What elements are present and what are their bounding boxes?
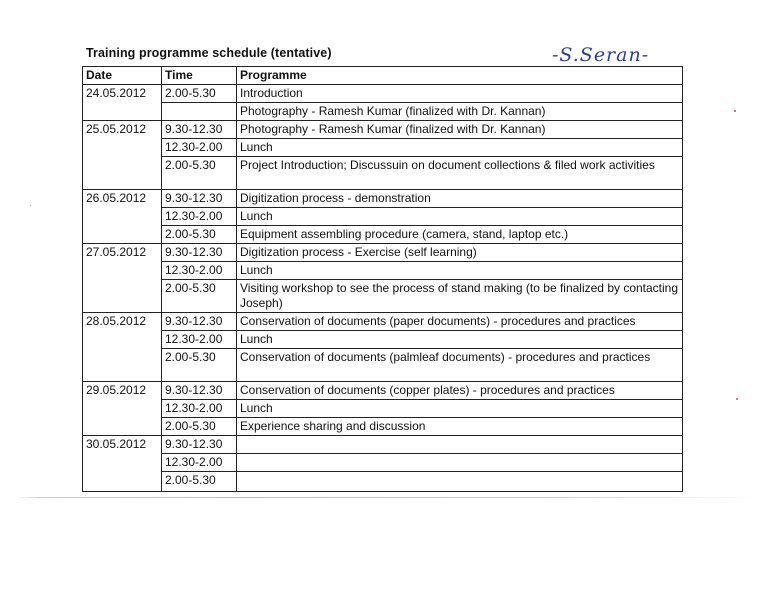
time-cell: 12.30-2.00 [162, 208, 237, 226]
time-header: Time [162, 67, 237, 85]
schedule-row [83, 331, 683, 349]
schedule-row [83, 190, 683, 208]
time-cell [162, 103, 237, 121]
time-cell: 2.00-5.30 [162, 349, 237, 382]
header-row [83, 67, 683, 85]
date-cell: 27.05.2012 [83, 244, 162, 313]
time-cell: 9.30-12.30 [162, 313, 237, 331]
programme-cell: Lunch [237, 208, 683, 226]
programme-cell: Lunch [237, 331, 683, 349]
handwritten-signature: -S.Seran- [552, 44, 650, 66]
schedule-row [83, 280, 683, 313]
scan-speck [736, 398, 738, 400]
time-cell: 12.30-2.00 [162, 139, 237, 157]
programme-cell: Experience sharing and discussion [237, 418, 683, 436]
time-cell: 2.00-5.30 [162, 418, 237, 436]
date-cell: 26.05.2012 [83, 190, 162, 244]
schedule-row [83, 349, 683, 382]
time-cell: 12.30-2.00 [162, 262, 237, 280]
schedule-row [83, 262, 683, 280]
programme-cell: Conservation of documents (paper documents) - procedures and practices [237, 313, 683, 331]
time-cell: 2.00-5.30 [162, 85, 237, 103]
date-cell: 30.05.2012 [83, 436, 162, 492]
date-cell: 28.05.2012 [83, 313, 162, 382]
schedule-row [83, 226, 683, 244]
programme-cell: Lunch [237, 262, 683, 280]
schedule-row [83, 418, 683, 436]
time-cell: 2.00-5.30 [162, 226, 237, 244]
programme-cell: Equipment assembling procedure (camera, stand, laptop etc.) [237, 226, 683, 244]
scan-speck [30, 205, 31, 206]
schedule-table [82, 66, 683, 492]
programme-cell: Introduction [237, 85, 683, 103]
date-cell: 25.05.2012 [83, 121, 162, 190]
schedule-row [83, 400, 683, 418]
time-cell: 12.30-2.00 [162, 400, 237, 418]
schedule-row [83, 436, 683, 454]
time-cell: 2.00-5.30 [162, 472, 237, 492]
programme-cell: Digitization process - demonstration [237, 190, 683, 208]
programme-header: Programme [237, 67, 683, 85]
time-cell: 9.30-12.30 [162, 190, 237, 208]
programme-cell [237, 436, 683, 454]
date-cell: 29.05.2012 [83, 382, 162, 436]
schedule-row [83, 103, 683, 121]
time-cell: 9.30-12.30 [162, 382, 237, 400]
date-header: Date [83, 67, 162, 85]
schedule-row [83, 244, 683, 262]
scan-speck [734, 110, 736, 112]
programme-cell: Conservation of documents (copper plates) - procedures and practices [237, 382, 683, 400]
programme-cell: Visiting workshop to see the process of stand making (to be finalized by contacting Joseph) [237, 280, 683, 313]
schedule-row [83, 157, 683, 190]
schedule-row [83, 382, 683, 400]
time-cell: 9.30-12.30 [162, 121, 237, 139]
programme-cell: Photography - Ramesh Kumar (finalized with Dr. Kannan) [237, 103, 683, 121]
programme-cell: Lunch [237, 400, 683, 418]
schedule-row [83, 472, 683, 492]
schedule-row [83, 208, 683, 226]
programme-cell: Project Introduction; Discussuin on document collections & filed work activities [237, 157, 683, 190]
schedule-row [83, 139, 683, 157]
scan-artifact-line [0, 497, 775, 498]
programme-cell: Photography - Ramesh Kumar (finalized with Dr. Kannan) [237, 121, 683, 139]
schedule-row [83, 85, 683, 103]
schedule-row [83, 121, 683, 139]
schedule-row [83, 454, 683, 472]
document-title: Training programme schedule (tentative) [86, 46, 332, 60]
schedule-row [83, 313, 683, 331]
time-cell: 2.00-5.30 [162, 280, 237, 313]
schedule-body [83, 85, 683, 492]
programme-cell: Lunch [237, 139, 683, 157]
time-cell: 9.30-12.30 [162, 436, 237, 454]
time-cell: 12.30-2.00 [162, 454, 237, 472]
programme-cell: Digitization process - Exercise (self learning) [237, 244, 683, 262]
programme-cell [237, 472, 683, 492]
date-cell: 24.05.2012 [83, 85, 162, 121]
programme-cell: Conservation of documents (palmleaf documents) - procedures and practices [237, 349, 683, 382]
programme-cell [237, 454, 683, 472]
time-cell: 9.30-12.30 [162, 244, 237, 262]
time-cell: 2.00-5.30 [162, 157, 237, 190]
time-cell: 12.30-2.00 [162, 331, 237, 349]
